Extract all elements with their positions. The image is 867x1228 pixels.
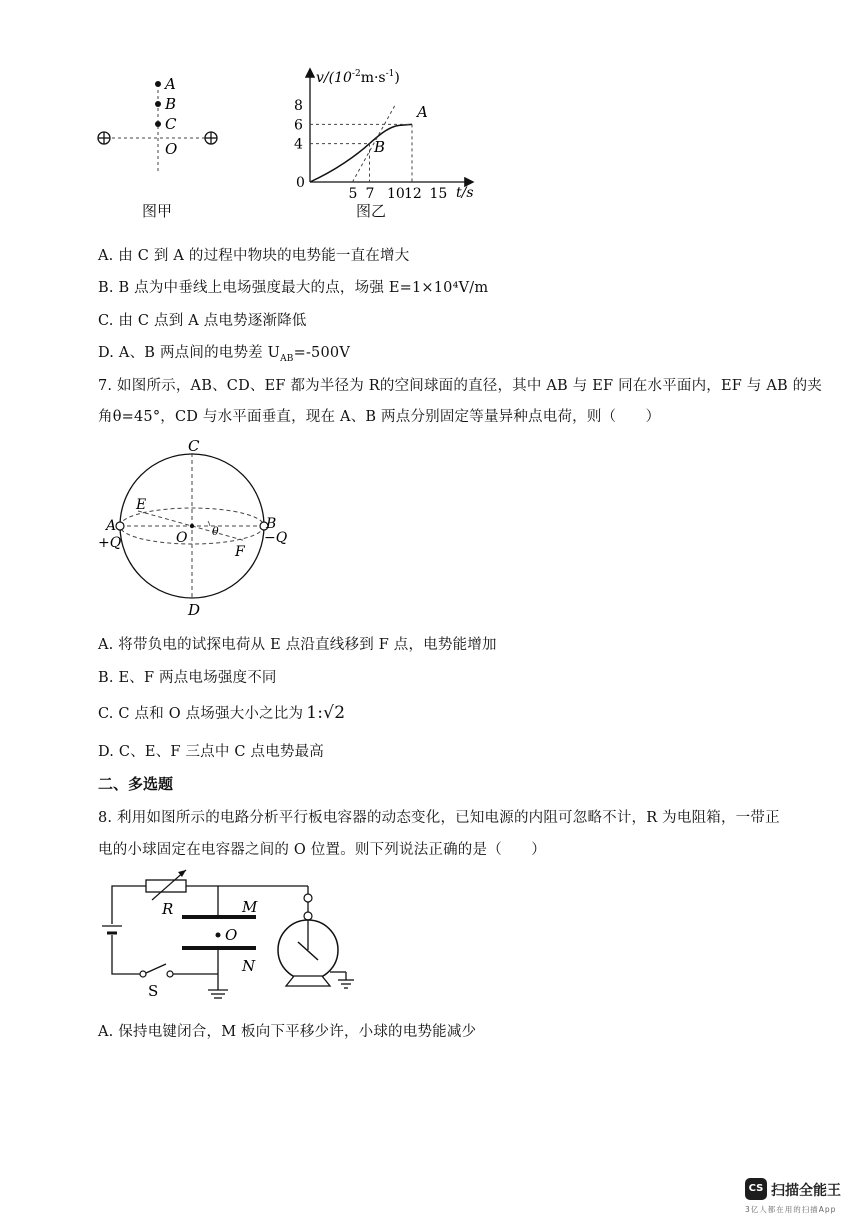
point-A-label: A — [417, 103, 428, 121]
y-axis-label: $v/(10^{-2}m\cdot s^{-1})$ — [316, 69, 400, 86]
figure-jia-caption: 图甲 — [142, 202, 173, 220]
figure-yi-caption: 图乙 — [356, 202, 387, 220]
label-A: A — [165, 75, 176, 93]
sphere-label-plus-q: +Q — [98, 535, 122, 551]
label-O: O — [165, 140, 178, 158]
sphere-label-minus-q: −Q — [264, 530, 288, 546]
q6-option-b: B. B 点为中垂线上电场强度最大的点，场强 E=1×10⁴V/m — [98, 280, 489, 296]
switch-icon — [140, 971, 146, 977]
watermark-subtitle: 3亿人都在用的扫描App — [745, 1205, 837, 1214]
sphere-label-O: O — [176, 530, 188, 546]
q8-stem-line2: 电的小球固定在电容器之间的 O 位置。则下列说法正确的是（ ） — [98, 842, 547, 858]
x-tick-label: 15 — [429, 186, 448, 202]
camscanner-watermark — [745, 1178, 845, 1218]
x-tick-label: 7 — [365, 186, 375, 202]
sphere-label-D: D — [188, 601, 201, 619]
q6-option-c: C. 由 C 点到 A 点电势逐渐降低 — [98, 313, 307, 329]
figure-sphere — [92, 435, 302, 620]
positive-charge-left-icon — [98, 132, 110, 144]
resistor-box-icon — [146, 880, 186, 892]
q7-stem-line2: 角θ=45°，CD 与水平面垂直，现在 A、B 两点分别固定等量异种点电荷，则（ ） — [98, 409, 661, 425]
circuit-label-R: R — [162, 900, 174, 918]
sphere-label-E: E — [136, 497, 147, 513]
watermark-name: 扫描全能王 — [771, 1183, 841, 1199]
sphere-label-B: B — [266, 516, 277, 532]
sphere-label-F: F — [235, 544, 245, 560]
electrometer-icon — [278, 920, 354, 988]
circuit-label-O: O — [225, 926, 238, 944]
q7-option-b: B. E、F 两点电场强度不同 — [98, 670, 277, 686]
q7-option-d: D. C、E、F 三点中 C 点电势最高 — [98, 744, 324, 760]
circuit-label-S: S — [148, 982, 159, 1000]
figure-yi-chart — [280, 60, 490, 210]
q7-option-c: C. C 点和 O 点场强大小之比为 1:√2 — [98, 703, 346, 723]
label-B: B — [165, 95, 177, 113]
positive-charge-right-icon — [205, 132, 217, 144]
circuit-label-N: N — [242, 957, 256, 975]
origin-label: 0 — [296, 175, 305, 191]
x-axis-label: t/s — [456, 185, 474, 201]
q8-stem-line1: 8. 利用如图所示的电路分析平行板电容器的动态变化，已知电源的内阻可忽略不计，R 为电阻箱，一带正 — [98, 810, 780, 826]
sphere-label-C: C — [188, 437, 200, 455]
y-tick-label: 6 — [294, 117, 303, 134]
q7-option-a: A. 将带负电的试探电荷从 E 点沿直线移到 F 点，电势能增加 — [98, 637, 497, 653]
charge-A-icon — [116, 522, 124, 530]
sphere-label-A: A — [106, 518, 117, 534]
q6-option-a: A. 由 C 到 A 的过程中物块的电势能一直在增大 — [98, 248, 410, 264]
y-tick-label: 4 — [294, 136, 303, 153]
q8-option-a: A. 保持电键闭合，M 板向下平移少许，小球的电势能减少 — [98, 1024, 477, 1040]
circuit-label-M: M — [242, 898, 258, 916]
x-tick-label: 12 — [404, 186, 422, 202]
y-tick-label: 8 — [294, 98, 303, 115]
section-title-multi-choice: 二、多选题 — [98, 775, 174, 793]
q7-stem-line1: 7. 如图所示，AB、CD、EF 都为半径为 R的空间球面的直径，其中 AB 与 EF 同在水平面内，EF 与 AB 的夹 — [98, 378, 823, 394]
q6-option-d: D. A、B 两点间的电势差 $U_{AB}=-500V$ — [98, 345, 351, 364]
label-C: C — [165, 115, 177, 133]
figure-circuit — [96, 868, 376, 1008]
x-tick-label: 5 — [348, 186, 358, 202]
x-tick-label: 10 — [387, 186, 405, 202]
velocity-curve — [310, 124, 412, 182]
point-B-label: B — [374, 138, 386, 156]
cs-logo-icon: CS — [745, 1178, 767, 1200]
sphere-label-theta: θ — [212, 525, 219, 538]
